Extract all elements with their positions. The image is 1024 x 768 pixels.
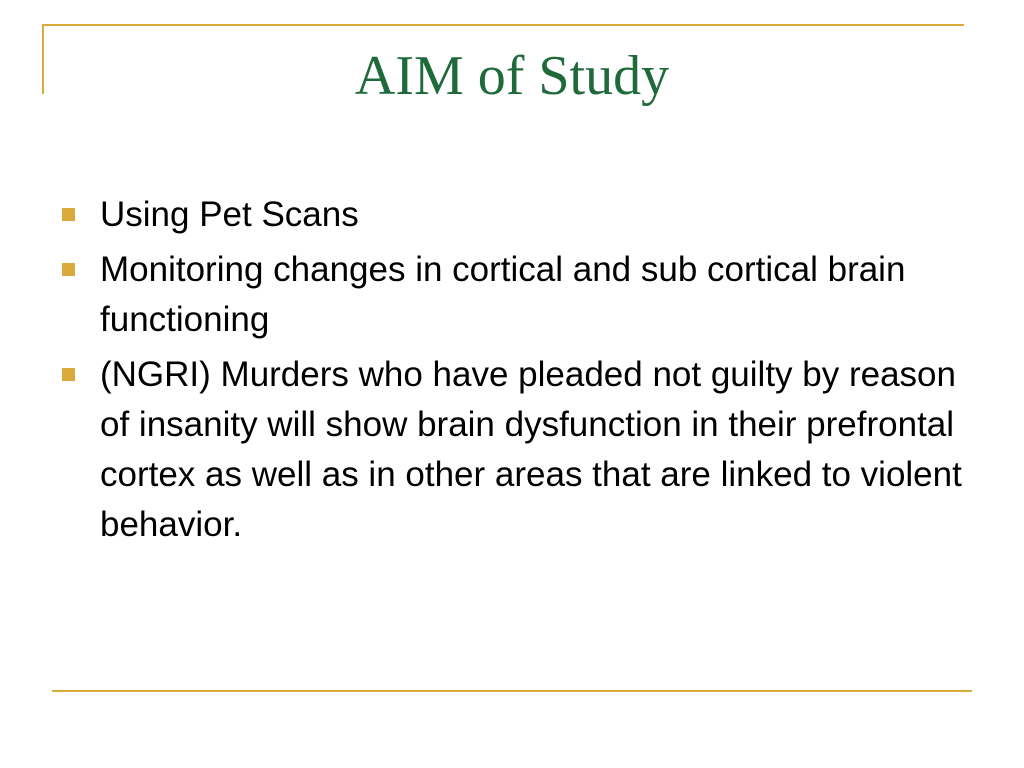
frame-top-line xyxy=(42,24,964,26)
bullet-item xyxy=(62,245,962,345)
bullet-text: Monitoring changes in cortical and sub cortical brain functioning xyxy=(100,250,906,339)
square-bullet-icon xyxy=(62,263,75,276)
square-bullet-icon xyxy=(62,208,75,221)
slide-title: AIM of Study xyxy=(354,45,670,107)
bullet-item xyxy=(62,350,962,550)
bullet-item xyxy=(62,190,962,240)
frame-bottom-line xyxy=(52,690,972,692)
bullet-text: (NGRI) Murders who have pleaded not guilty by reason of insanity will show brain dysfunction in their prefrontal cortex as well as in other areas that are linked to violent behavior. xyxy=(100,355,962,544)
square-bullet-icon xyxy=(62,368,75,381)
bullet-text: Using Pet Scans xyxy=(100,195,359,234)
bullet-list xyxy=(62,190,962,555)
